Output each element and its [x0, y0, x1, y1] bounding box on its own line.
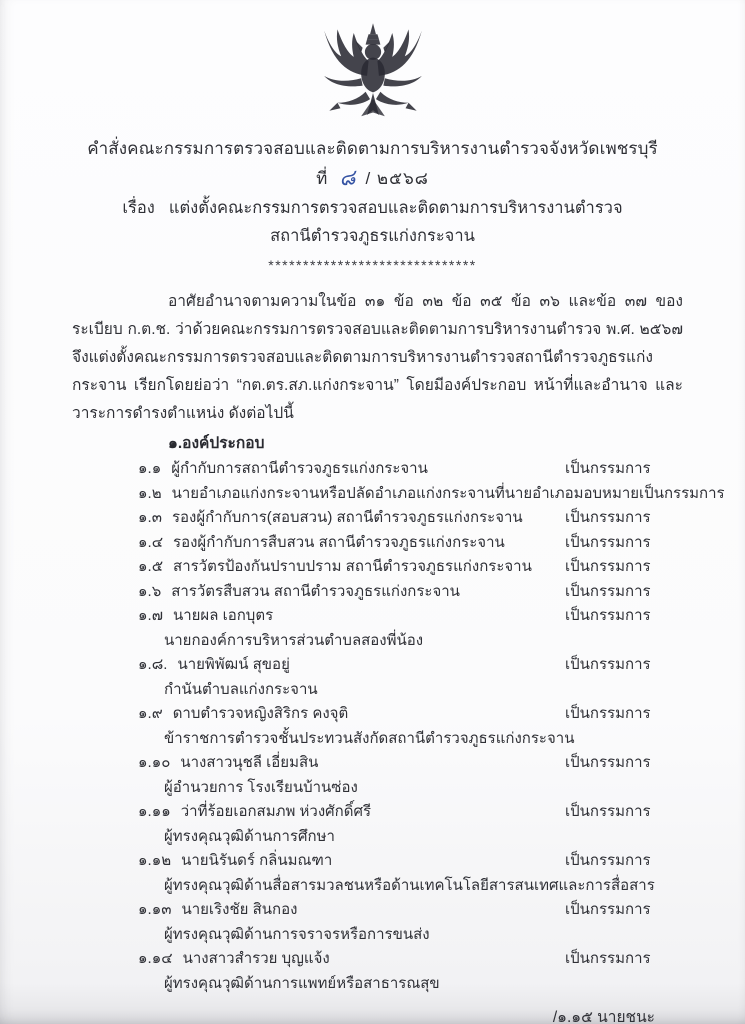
member-role: เป็นกรรมการ: [565, 460, 651, 477]
member-number: ๑.๑๐: [138, 754, 171, 771]
committee-member-row: [72, 947, 683, 996]
member-position-description: นายกองค์การบริหารส่วนตำบลสองพี่น้อง: [164, 631, 424, 649]
member-name: ดาบตำรวจหญิงสิริกร คงจุติ: [172, 705, 349, 722]
order-year: / ๒๕๖๘: [365, 169, 429, 188]
subject-text: แต่งตั้งคณะกรรมการตรวจสอบและติดตามการบริหารงานตำรวจ: [168, 199, 623, 217]
committee-member-row: [72, 702, 683, 751]
member-name: ผู้กำกับการสถานีตำรวจภูธรแก่งกระจาน: [171, 460, 428, 477]
committee-member-row: [72, 457, 683, 482]
member-position-description: ผู้อำนวยการ โรงเรียนบ้านซ่อง: [164, 778, 358, 796]
member-role: เป็นกรรมการ: [565, 509, 651, 526]
member-number: ๑.๘.: [138, 656, 168, 673]
member-position-description: ผู้ทรงคุณวุฒิด้านสื่อสารมวลชนหรือด้านเทคโนโลยีสารสนเทศและการสื่อสาร: [164, 876, 655, 894]
member-number: ๑.๔: [138, 533, 164, 551]
member-name: นายนิรันดร์ กลิ่นมณฑา: [181, 852, 333, 869]
committee-member-row: [72, 751, 683, 800]
member-position-description: ผู้ทรงคุณวุฒิด้านการแพทย์หรือสาธารณสุข: [164, 974, 440, 992]
committee-member-row: [72, 580, 683, 605]
member-position-description: ผู้ทรงคุณวุฒิด้านการจราจรหรือการขนส่ง: [164, 925, 430, 943]
member-role: เป็นกรรมการ: [565, 656, 651, 673]
opening-paragraph: อาศัยอำนาจตามความในข้อ ๓๑ ข้อ ๓๒ ข้อ ๓๕ ข้อ ๓๖ และข้อ ๓๗ ของระเบียบ ก.ต.ช. ว่าด้วยคณะกรรมการตรวจสอบและติดตามการบริหารงานตำรวจ พ.ศ. ๒๕๖๗ จึงแต่งตั้งคณะกรรมการตรวจสอบและติดตามการบริหารงานตำรวจสถานีตำรวจภูธรแก่งกระจาน เรียกโดยย่อว่า “กต.ตร.สภ.แก่งกระจาน” โดยมีองค์ประกอบ หน้าที่และอำนาจ และวาระการดำรงตำแหน่ง ดังต่อไปนี้: [72, 293, 683, 422]
member-name: รองผู้กำกับการ(สอบสวน) สถานีตำรวจภูธรแก่งกระจาน: [171, 509, 523, 526]
member-role: เป็นกรรมการ: [565, 705, 651, 722]
member-number: ๑.๖: [138, 582, 162, 600]
member-position-description: ผู้ทรงคุณวุฒิด้านการศึกษา: [164, 827, 335, 845]
member-name: นายพิพัฒน์ สุขอยู่: [177, 656, 290, 673]
member-name: รองผู้กำกับการสืบสวน สถานีตำรวจภูธรแก่งกระจาน: [173, 533, 505, 551]
document-number-line: [0, 162, 745, 194]
member-number: ๑.๑: [138, 460, 162, 477]
member-name: สารวัตรป้องกันปราบปราม สถานีตำรวจภูธรแก่งกระจาน: [173, 558, 532, 575]
member-number: ๑.๑๓: [138, 901, 172, 918]
member-number: ๑.๓: [138, 509, 162, 526]
member-name: สารวัตรสืบสวน สถานีตำรวจภูธรแก่งกระจาน: [171, 582, 460, 600]
committee-member-row: [72, 849, 683, 898]
member-name: ว่าที่ร้อยเอกสมภพ ห่วงศักดิ์ศรี: [180, 803, 372, 820]
subject-station-line: สถานีตำรวจภูธรแก่งกระจาน: [270, 227, 475, 245]
committee-member-row: [72, 604, 683, 653]
handwritten-order-number: ๘: [338, 165, 358, 191]
member-role: เป็นกรรมการ: [565, 950, 651, 967]
committee-member-row: [72, 531, 683, 556]
member-name: นายเริงชัย สินกอง: [181, 901, 298, 918]
committee-member-row: [72, 898, 683, 947]
member-role: เป็นกรรมการ: [565, 901, 651, 918]
member-number: ๑.๙: [138, 705, 163, 722]
document-body: [72, 288, 725, 1024]
member-role: เป็นกรรมการ: [565, 852, 651, 869]
member-role: เป็นกรรมการ: [565, 558, 651, 575]
committee-member-row: [72, 506, 683, 531]
member-name: นางสาวนุชลี เอี่ยมสิน: [180, 754, 319, 771]
garuda-emblem: [0, 0, 745, 128]
section-1-heading: ๑.องค์ประกอบ: [168, 435, 265, 452]
committee-member-row: [72, 800, 683, 849]
subject-line: [0, 194, 745, 222]
member-number: ๑.๑๒: [138, 852, 172, 869]
document-title: คำสั่งคณะกรรมการตรวจสอบและติดตามการบริหารงานตำรวจจังหวัดเพชรบุรี: [87, 139, 658, 158]
committee-member-list: [72, 457, 725, 996]
number-prefix: ที่: [316, 169, 328, 188]
member-number: ๑.๕: [138, 558, 164, 575]
committee-member-row: [72, 482, 725, 507]
committee-member-row: [72, 653, 683, 702]
member-name: นายผล เอกบุตร: [172, 607, 274, 624]
asterisk-divider: ******************************: [268, 257, 477, 273]
member-name: นางสาวสำรวย บุญแจ้ง: [182, 950, 330, 967]
member-number: ๑.๗: [138, 607, 163, 624]
member-number: ๑.๑๔: [138, 950, 173, 967]
member-role: เป็นกรรมการ: [565, 754, 651, 771]
member-position-description: กำนันตำบลแก่งกระจาน: [164, 680, 318, 698]
member-role: เป็นกรรมการ: [565, 582, 651, 600]
member-number: ๑.๒: [138, 484, 162, 502]
member-role: เป็นกรรมการ: [565, 803, 651, 820]
page-continuation-mark: /๑.๑๕ นายชนะ: [552, 1009, 655, 1024]
member-role: เป็นกรรมการ: [565, 533, 651, 551]
member-position-description: ข้าราชการตำรวจชั้นประทวนสังกัดสถานีตำรวจภูธรแก่งกระจาน: [164, 729, 575, 747]
member-role: เป็นกรรมการ: [565, 607, 651, 624]
member-name: นายอำเภอแก่งกระจานหรือปลัดอำเภอแก่งกระจานที่นายอำเภอมอบหมายเป็นกรรมการ: [171, 484, 725, 502]
subject-label: เรื่อง: [122, 199, 155, 217]
committee-member-row: [72, 555, 683, 580]
member-number: ๑.๑๑: [138, 803, 171, 820]
